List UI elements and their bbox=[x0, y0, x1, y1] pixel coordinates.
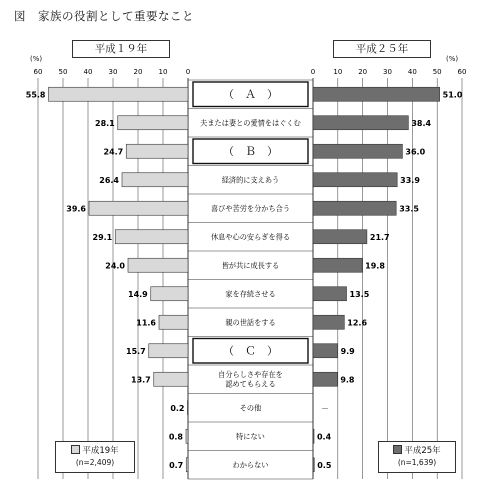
bar-h25 bbox=[313, 315, 344, 329]
category-label: 皆が共に成長する bbox=[221, 260, 280, 270]
data-label-h25: 9.8 bbox=[340, 375, 355, 385]
data-label-h25: 38.4 bbox=[411, 118, 432, 128]
category-label: 親の世話をする bbox=[225, 317, 276, 327]
data-label-h25: 0.4 bbox=[316, 432, 332, 442]
data-label-h25: 12.6 bbox=[347, 318, 368, 328]
legend-left bbox=[55, 441, 135, 473]
category-label: 経済的に支えあう bbox=[221, 175, 280, 185]
bar-h25 bbox=[313, 287, 347, 301]
legend-right-n: (n=1,639) bbox=[397, 458, 437, 467]
data-label-h19: 0.2 bbox=[170, 403, 185, 413]
category-label: 自分らしさや存在を bbox=[218, 370, 283, 380]
x-tick-label: 40 bbox=[407, 68, 417, 76]
data-label-h19: 39.6 bbox=[66, 204, 86, 214]
bar-h19 bbox=[154, 372, 188, 386]
x-tick-label: 50 bbox=[432, 68, 442, 76]
right-panel-header: 平成２５年 bbox=[333, 40, 431, 58]
left-panel-header: 平成１９年 bbox=[72, 40, 170, 58]
legend-left-n: (n=2,409) bbox=[75, 458, 115, 467]
legend-left-label: 平成19年 bbox=[82, 446, 119, 456]
data-label-h25: － bbox=[321, 403, 329, 413]
data-label-h25: 9.9 bbox=[340, 346, 355, 356]
x-tick-label: 10 bbox=[158, 68, 168, 76]
data-label-h25: 0.5 bbox=[317, 460, 332, 470]
bar-h25 bbox=[313, 144, 402, 158]
data-label-h19: 55.8 bbox=[25, 90, 46, 100]
category-label: 夫または妻との愛情をはぐくむ bbox=[200, 118, 301, 128]
bar-h19 bbox=[151, 287, 188, 301]
legend-left-swatch bbox=[71, 445, 80, 454]
bar-h25 bbox=[313, 458, 314, 472]
bar-h25 bbox=[313, 372, 337, 386]
right-axis-unit: (%) bbox=[446, 55, 459, 63]
left-axis-unit: (%) bbox=[30, 55, 43, 63]
bar-h25 bbox=[313, 344, 338, 358]
bar-h19 bbox=[126, 144, 188, 158]
bar-h25 bbox=[313, 230, 367, 244]
x-tick-label: 0 bbox=[185, 68, 191, 76]
data-label-h25: 21.7 bbox=[369, 232, 390, 242]
x-tick-label: 30 bbox=[383, 68, 392, 76]
bar-h25 bbox=[313, 429, 314, 443]
data-label-h25: 33.9 bbox=[400, 175, 420, 185]
category-label: 休息や心の安らぎを得る bbox=[210, 232, 291, 242]
category-label: 喜びや苦労を分かち合う bbox=[210, 203, 291, 213]
x-tick-label: 30 bbox=[108, 68, 118, 76]
data-label-h19: 24.7 bbox=[103, 147, 124, 157]
bar-h19 bbox=[186, 429, 188, 443]
page-title: 図 家族の役割として重要なこと bbox=[14, 9, 194, 23]
bar-h19 bbox=[159, 315, 188, 329]
x-tick-label: 60 bbox=[33, 68, 43, 76]
x-tick-label: 50 bbox=[58, 68, 68, 76]
data-label-h25: 36.0 bbox=[405, 147, 426, 157]
bar-h25 bbox=[313, 87, 440, 101]
data-label-h25: 33.5 bbox=[399, 204, 419, 214]
data-label-h19: 26.4 bbox=[99, 175, 119, 185]
data-label-h19: 28.1 bbox=[95, 118, 115, 128]
bar-h19 bbox=[118, 116, 188, 130]
bar-h25 bbox=[313, 201, 396, 215]
data-label-h19: 24.0 bbox=[105, 261, 125, 271]
x-tick-label: 60 bbox=[457, 68, 467, 76]
category-label: （ Ｂ ） bbox=[223, 145, 278, 159]
data-label-h19: 0.7 bbox=[169, 460, 184, 470]
bar-h19 bbox=[188, 401, 189, 415]
data-label-h19: 14.9 bbox=[128, 289, 148, 299]
data-label-h25: 51.0 bbox=[442, 90, 463, 100]
bar-h19 bbox=[115, 230, 188, 244]
bar-h25 bbox=[313, 116, 408, 130]
bar-h19 bbox=[128, 258, 188, 272]
bar-h19 bbox=[149, 344, 188, 358]
data-label-h25: 19.8 bbox=[365, 261, 385, 271]
data-label-h19: 13.7 bbox=[131, 375, 151, 385]
x-tick-label: 20 bbox=[133, 68, 143, 76]
bar-h19 bbox=[49, 87, 189, 101]
data-label-h19: 11.6 bbox=[136, 318, 156, 328]
category-label: 認めてもらえる bbox=[225, 379, 276, 389]
legend-right-label: 平成25年 bbox=[404, 446, 441, 456]
bar-h25 bbox=[313, 173, 397, 187]
data-label-h19: 15.7 bbox=[126, 346, 146, 356]
category-label: 特にない bbox=[236, 431, 265, 441]
legend-right bbox=[378, 441, 456, 473]
category-label: わからない bbox=[232, 460, 269, 470]
data-label-h19: 0.8 bbox=[168, 432, 183, 442]
category-label: （ Ａ ） bbox=[223, 88, 278, 102]
bar-h25 bbox=[313, 258, 362, 272]
x-tick-label: 20 bbox=[358, 68, 368, 76]
category-label: （ Ｃ ） bbox=[223, 344, 278, 358]
x-tick-label: 10 bbox=[333, 68, 343, 76]
data-label-h25: 13.5 bbox=[349, 289, 370, 299]
x-tick-label: 40 bbox=[83, 68, 93, 76]
bar-h19 bbox=[89, 201, 188, 215]
x-tick-label: 0 bbox=[310, 68, 316, 76]
category-label: その他 bbox=[239, 403, 262, 413]
bar-h19 bbox=[186, 458, 188, 472]
bar-h19 bbox=[122, 173, 188, 187]
data-label-h19: 29.1 bbox=[92, 232, 113, 242]
legend-right-swatch bbox=[393, 445, 402, 454]
category-label: 家を存続させる bbox=[225, 289, 276, 299]
